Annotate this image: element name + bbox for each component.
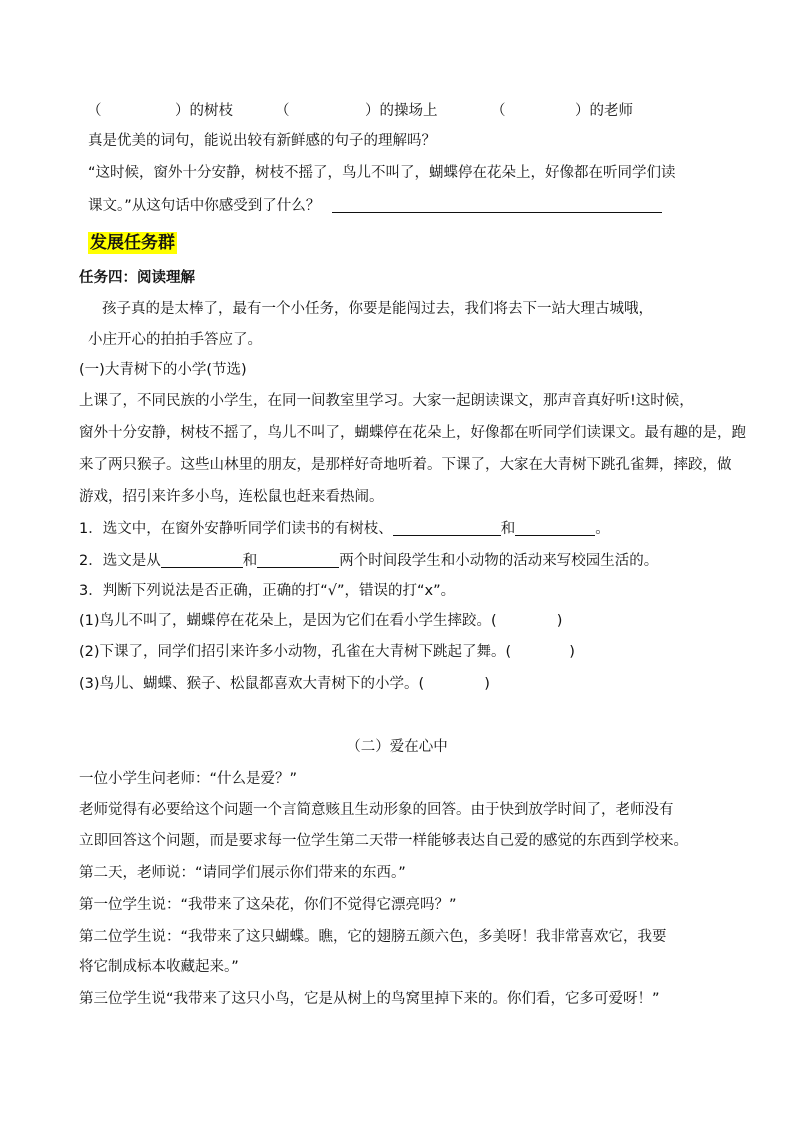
passage2-line: 第二位学生说：“我带来了这只蝴蝶。瞧，它的翅膀五颜六色，多美呀！我非常喜欢它，我要 <box>79 929 667 945</box>
intro-line2: 小庄开心的拍拍手答应了。 <box>88 332 262 348</box>
question-quote-line2: 课文。”从这句话中你感受到了什么？ <box>88 196 662 216</box>
passage2-line: 一位小学生问老师：“什么是爱？” <box>79 771 298 787</box>
q2-blank-1[interactable] <box>161 551 243 568</box>
question-quote-line1: “这时候，窗外十分安静，树枝不摇了，鸟儿不叫了，蝴蝶停在花朵上，好像都在听同学们读 <box>88 165 676 181</box>
task-title: 任务四：阅读理解 <box>79 270 195 286</box>
passage1-title: (一)大青树下的小学(节选) <box>79 362 247 378</box>
passage1-line: 窗外十分安静，树枝不摇了，鸟儿不叫了，蝴蝶停在花朵上，好像都在听同学们读课文。最有趣的是，跑 <box>79 425 746 441</box>
question-intro: 真是优美的词句，能说出较有新鲜感的句子的理解吗？ <box>88 133 436 149</box>
fill-blank-3-suffix: ）的老师 <box>575 103 633 119</box>
judge-item-1: (1)鸟儿不叫了，蝴蝶停在花朵上，是因为它们在看小学生摔跤。( ) <box>79 613 563 629</box>
fill-blank-2-suffix: ）的操场上 <box>365 103 438 119</box>
q1-blank-2[interactable] <box>515 519 595 536</box>
question-2: 2．选文是从 和 两个时间段学生和小动物的活动来写校园生活的。 <box>79 553 659 569</box>
q2-blank-2[interactable] <box>257 551 339 568</box>
passage1-line: 上课了，不同民族的小学生，在同一间教室里学习。大家一起朗读课文，那声音真好听!这时候， <box>79 393 694 409</box>
section-title <box>88 233 177 254</box>
passage2-line: 将它制成标本收藏起来。” <box>79 959 239 975</box>
passage2-line: 第一位学生说：“我带来了这朵花，你们不觉得它漂亮吗？” <box>79 897 457 913</box>
fill-blank-3[interactable]: （ <box>491 103 506 119</box>
judge-item-3: (3)鸟儿、蝴蝶、猴子、松鼠都喜欢大青树下的小学。( ) <box>79 676 490 692</box>
section-highlight: 发展任务群 <box>90 233 175 253</box>
fill-blank-1[interactable]: （ <box>87 103 102 119</box>
passage2-title: （二）爱在心中 <box>346 739 448 755</box>
passage2-line: 老师觉得有必要给这个问题一个言简意赅且生动形象的回答。由于快到放学时间了，老师没有 <box>79 802 674 818</box>
fill-blank-1-suffix: ）的树枝 <box>175 103 233 119</box>
passage2-line: 立即回答这个问题，而是要求每一位学生第二天带一样能够表达自己爱的感觉的东西到学校来。 <box>79 833 688 849</box>
question-1: 1．选文中，在窗外安静听同学们读书的有树枝、 和 。 <box>79 521 610 537</box>
q1-blank-1[interactable] <box>393 519 501 536</box>
intro-line1: 孩子真的是太棒了，最有一个小任务，你要是能闯过去，我们将去下一站大理古城哦， <box>102 301 653 317</box>
passage1-line: 来了两只猴子。这些山林里的朋友，是那样好奇地听着。下课了，大家在大青树下跳孔雀舞，摔跤，做 <box>79 457 732 473</box>
passage2-line: 第二天，老师说：“请同学们展示你们带来的东西。” <box>79 865 406 881</box>
answer-line[interactable] <box>332 196 662 213</box>
fill-blank-2[interactable]: （ <box>275 103 290 119</box>
question-3: 3．判断下列说法是否正确，正确的打“√”，错误的打“x”。 <box>79 583 456 599</box>
passage1-line: 游戏，招引来许多小鸟，连松鼠也赶来看热闹。 <box>79 489 384 505</box>
judge-item-2: (2)下课了，同学们招引来许多小动物，孔雀在大青树下跳起了舞。( ) <box>79 644 575 660</box>
passage2-line: 第三位学生说“我带来了这只小鸟，它是从树上的鸟窝里掉下来的。你们看，它多可爱呀！” <box>79 991 660 1007</box>
